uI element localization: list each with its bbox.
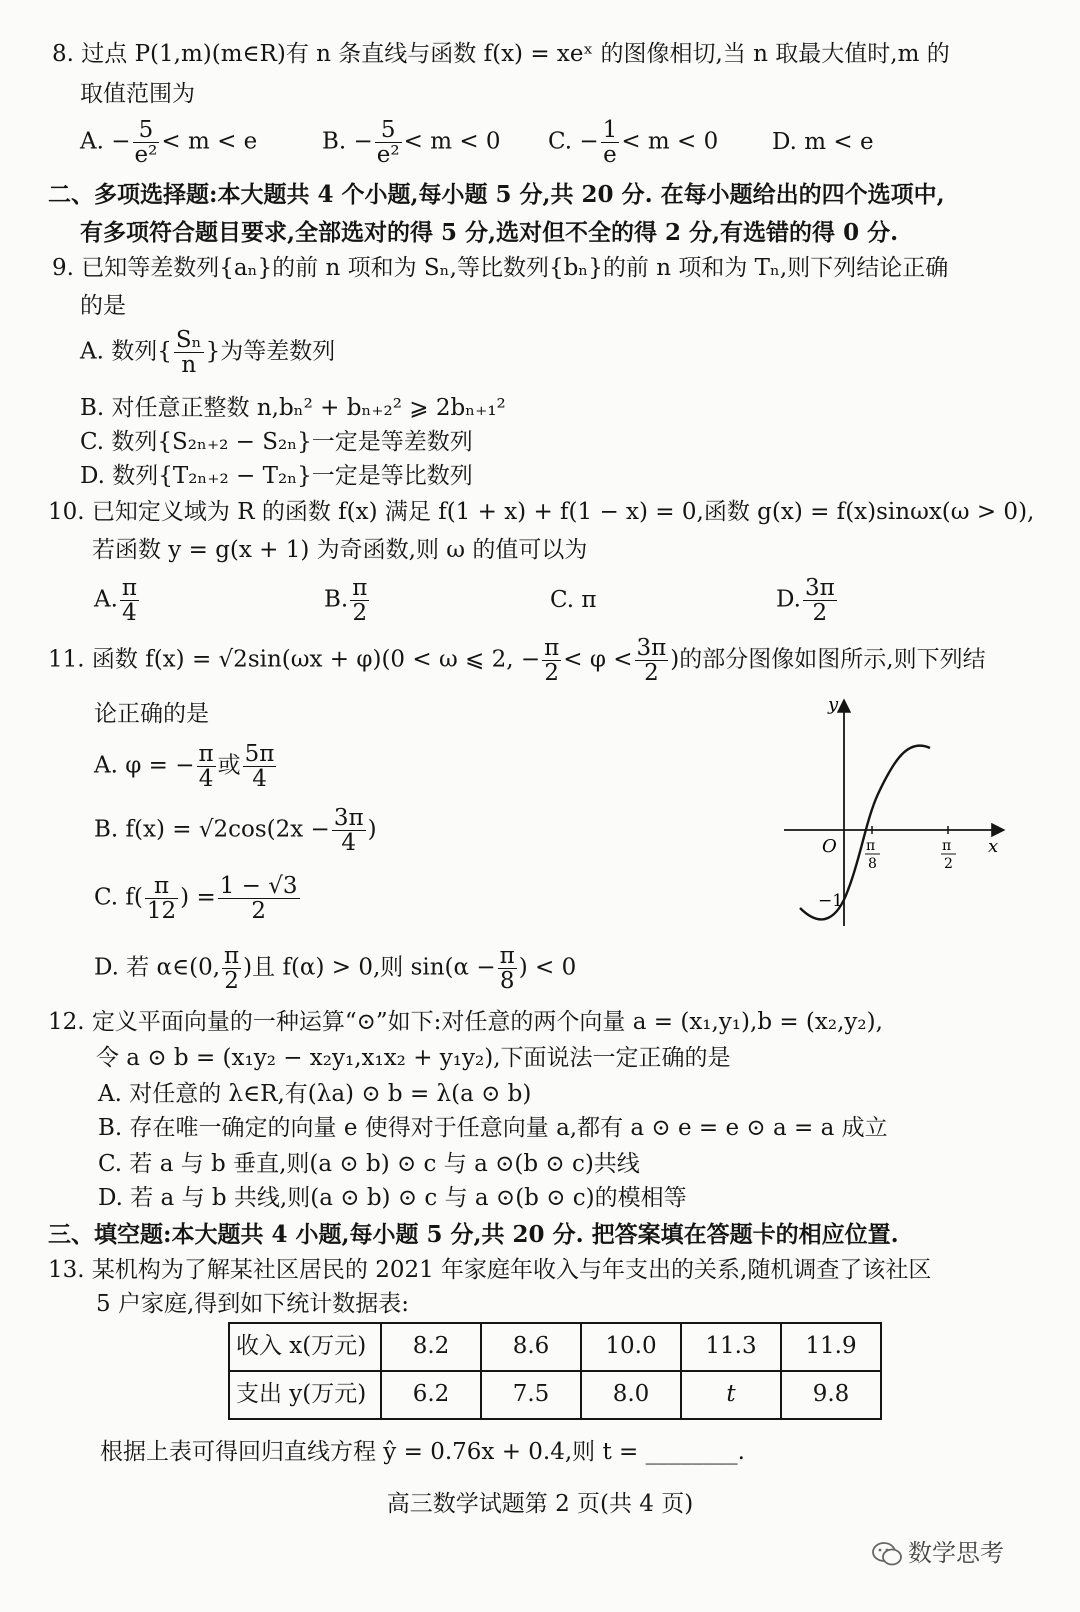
- q13-regression-question: 根据上表可得回归直线方程 ŷ = 0.76x + 0.4,则 t = ________.: [100, 1439, 745, 1465]
- q9-option-c: C. 数列{S₂ₙ₊₂ − S₂ₙ}一定是等差数列: [80, 429, 473, 455]
- tick-label-pi-8-den: 8: [868, 856, 877, 872]
- q12-option-d: D. 若 a 与 b 共线,则(a ⊙ b) ⊙ c 与 a ⊙(b ⊙ c)的模相等: [98, 1185, 687, 1211]
- page-footer: 高三数学试题第 2 页(共 4 页): [386, 1491, 694, 1517]
- q10-option-c: C. π: [550, 587, 597, 613]
- q12-option-b: B. 存在唯一确定的向量 e 使得对于任意向量 a,都有 a ⊙ e = e ⊙ a = a 成立: [98, 1115, 888, 1141]
- q10-option-a: A. $\frac{\pi}{4}$: [94, 575, 138, 627]
- q12-option-a: A. 对任意的 λ∈R,有(λa) ⊙ b = λ(a ⊙ b): [98, 1081, 532, 1107]
- table-row-income: [229, 1323, 881, 1371]
- row-header-income: 收入 x(万元): [229, 1323, 381, 1371]
- q10-option-b: B. $\frac{\pi}{2}$: [324, 575, 368, 627]
- q11-line2: 论正确的是: [94, 701, 209, 727]
- q9-option-d: D. 数列{T₂ₙ₊₂ − T₂ₙ}一定是等比数列: [80, 463, 473, 489]
- q11-option-a: A. φ = − $\frac{\pi}{4}$ 或 $\frac{5\pi}{4}$: [94, 741, 275, 793]
- q10-line1: 10. 已知定义域为 R 的函数 f(x) 满足 f(1 + x) + f(1 − x) = 0,函数 g(x) = f(x)sinωx(ω > 0),: [48, 499, 1035, 525]
- q13-line2: 5 户家庭,得到如下统计数据表:: [96, 1291, 410, 1317]
- q11-option-b: B. f(x) = √2cos(2x − $\frac{3\pi}{4}$ ): [94, 805, 377, 857]
- q11-function-graph: [782, 690, 1014, 940]
- origin-label: O: [822, 836, 837, 857]
- label-minus-one: −1: [818, 891, 844, 911]
- q8-option-b: B. − $\frac{5}{\text{e²}}$ < m < 0: [322, 117, 501, 169]
- table-cell: 10.0: [581, 1323, 681, 1371]
- y-axis-label: y: [828, 694, 839, 715]
- q8-line1: 8. 过点 P(1,m)(m∈R)有 n 条直线与函数 f(x) = xeˣ 的图像相切,当 n 取最大值时,m 的: [52, 41, 950, 67]
- tick-label-pi-8-num: π: [866, 838, 876, 854]
- q8-option-a: A. − $\frac{5}{\text{e²}}$ < m < e: [80, 117, 258, 169]
- table-cell: t: [681, 1371, 781, 1419]
- q9-line1: 9. 已知等差数列{aₙ}的前 n 项和为 Sₙ,等比数列{bₙ}的前 n 项和为 Tₙ,则下列结论正确: [52, 255, 949, 281]
- q8-line2: 取值范围为: [80, 81, 195, 107]
- table-cell: 8.0: [581, 1371, 681, 1419]
- q10-option-d: D. $\frac{3\pi}{2}$: [776, 575, 835, 627]
- q9-option-b: B. 对任意正整数 n,bₙ² + bₙ₊₂² ⩾ 2bₙ₊₁²: [80, 395, 506, 421]
- table-cell: 11.3: [681, 1323, 781, 1371]
- x-axis-label: x: [988, 836, 999, 857]
- row-header-expense: 支出 y(万元): [229, 1371, 381, 1419]
- q9-option-a: A. 数列{ $\frac{\text{Sₙ}}{n}$ }为等差数列: [80, 327, 336, 379]
- q13-line1: 13. 某机构为了解某社区居民的 2021 年家庭年收入与年支出的关系,随机调查了该社区: [48, 1257, 932, 1283]
- q11-option-d: D. 若 α∈(0, $\frac{\pi}{2}$ )且 f(α) > 0,则 sin(α − $\frac{\pi}{8}$ ) < 0: [94, 943, 577, 995]
- q11-option-c: C. f( $\frac{\pi}{12}$ ) = $\frac{1 - √3}{2}$: [94, 873, 298, 925]
- q13-data-table: [228, 1322, 882, 1420]
- table-cell: 8.2: [381, 1323, 481, 1371]
- q10-line2: 若函数 y = g(x + 1) 为奇函数,则 ω 的值可以为: [92, 537, 588, 563]
- q9-line2: 的是: [80, 293, 126, 319]
- table-cell: 8.6: [481, 1323, 581, 1371]
- section2-instructions: 有多项符合题目要求,全部选对的得 5 分,选对但不全的得 2 分,有选错的得 0 分.: [80, 219, 899, 246]
- q11-line1: 11. 函数 f(x) = √2sin(ωx + φ)(0 < ω ⩽ 2, − $\frac{\pi}{2}$ < φ < $\frac{3\pi}{2}$ )的部分图像如图所示,则下列结: [48, 635, 986, 687]
- table-cell: 9.8: [781, 1371, 881, 1419]
- table-cell: 7.5: [481, 1371, 581, 1419]
- table-cell: 11.9: [781, 1323, 881, 1371]
- table-row-expense: [229, 1371, 881, 1419]
- tick-label-pi-2-num: π: [942, 838, 952, 854]
- section2-heading: 二、多项选择题:本大题共 4 个小题,每小题 5 分,共 20 分. 在每小题给出的四个选项中,: [48, 181, 945, 208]
- q8-option-c: C. − $\frac{1}{e}$ < m < 0: [548, 117, 719, 169]
- watermark-text: 数学思考: [908, 1539, 1004, 1567]
- q12-line1: 12. 定义平面向量的一种运算“⊙”如下:对任意的两个向量 a = (x₁,y₁),b = (x₂,y₂),: [48, 1009, 883, 1035]
- q8-option-d: D. m < e: [772, 129, 874, 155]
- wechat-icon: [872, 1541, 902, 1567]
- q12-option-c: C. 若 a 与 b 垂直,则(a ⊙ b) ⊙ c 与 a ⊙(b ⊙ c)共线: [98, 1151, 640, 1177]
- section3-heading: 三、填空题:本大题共 4 小题,每小题 5 分,共 20 分. 把答案填在答题卡的相应位置.: [48, 1221, 899, 1248]
- tick-label-pi-2-den: 2: [944, 856, 953, 872]
- table-cell: 6.2: [381, 1371, 481, 1419]
- q12-line2: 令 a ⊙ b = (x₁y₂ − x₂y₁,x₁x₂ + y₁y₂),下面说法一定正确的是: [96, 1045, 731, 1071]
- watermark: [872, 1538, 1004, 1569]
